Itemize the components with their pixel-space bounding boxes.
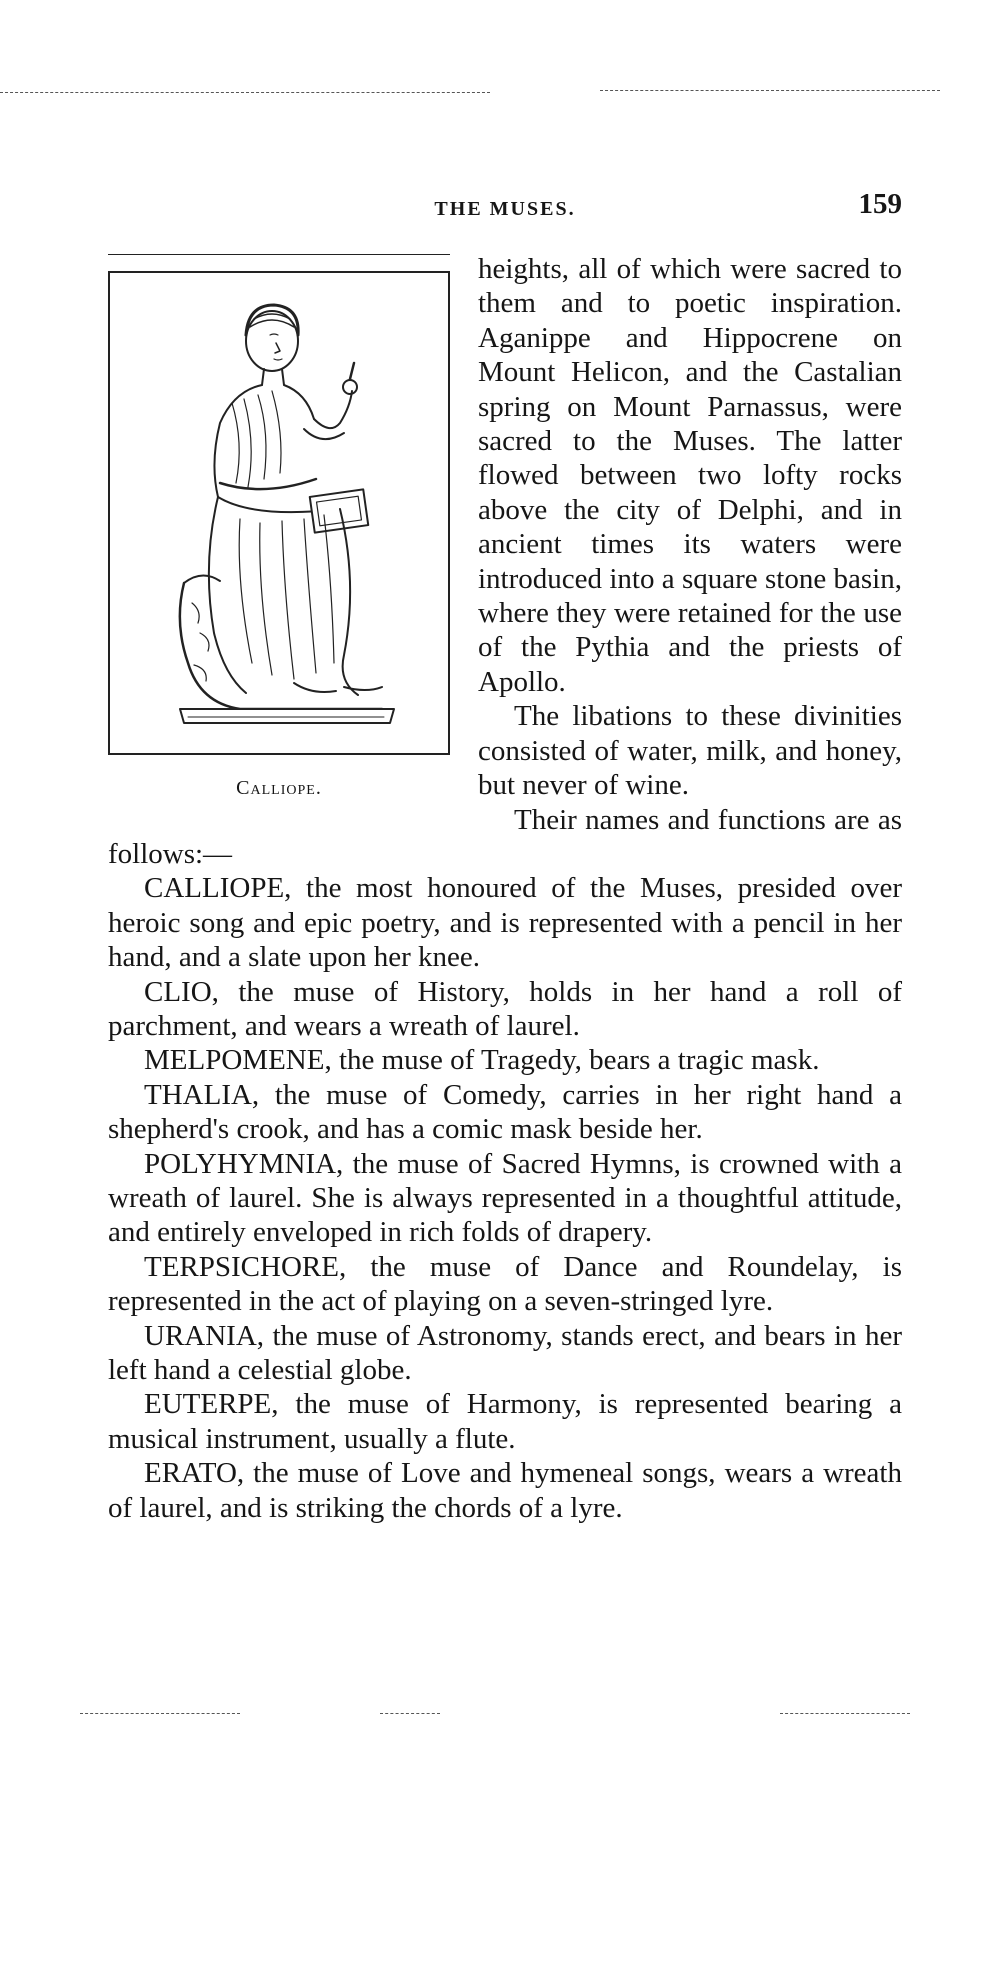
- paragraph-terpsichore: TERPSICHORE, the muse of Dance and Roundelay, is represented in the act of playing on a seven-stringed lyre.: [108, 1250, 902, 1318]
- calliope-illustration: [144, 283, 414, 743]
- figure-top-rule: [108, 254, 450, 255]
- body-text: [108, 252, 902, 1525]
- figure-caption: Calliope.: [236, 777, 322, 799]
- paragraph-melpomene: MELPOMENE, the muse of Tragedy, bears a tragic mask.: [144, 1044, 820, 1077]
- paragraph-thalia: THALIA, the muse of Comedy, carries in her right hand a shepherd's crook, and has a comic mask beside her.: [108, 1078, 902, 1146]
- paragraph-erato: ERATO, the muse of Love and hymeneal songs, wears a wreath of laurel, and is striking the chords of a lyre.: [108, 1457, 902, 1524]
- scan-artifact-bottom-mid: [380, 1713, 440, 1714]
- figure-calliope: [108, 254, 450, 805]
- paragraph-polyhymnia: POLYHYMNIA, the muse of Sacred Hymns, is crowned with a wreath of laurel. She is always represented in a thoughtful attitude, and entirely enveloped in rich folds of drapery.: [108, 1147, 902, 1249]
- scan-artifact-bottom-right: [780, 1713, 910, 1714]
- page-number: 159: [858, 188, 902, 220]
- paragraph-urania: URANIA, the muse of Astronomy, stands erect, and bears in her left hand a celestial globe.: [108, 1319, 902, 1386]
- paragraph-sacred-springs-text: heights, all of which were sacred to them and to poetic inspiration. Aganippe and Hippocrene on Mount Helicon, and the Castalian spring on Mount Parnassus, were sacred to the Muses. The latter flowed between two lofty rocks above the city of Delphi, and in ancient times its waters were introduced into a square stone basin, where they were retained for the use of the Pythia and the priests of Apollo.: [478, 253, 902, 698]
- paragraph-names-intro: Their names and functions are as follows:—: [108, 803, 902, 870]
- paragraph-libations: The libations to these divinities consisted of water, milk, and honey, but never of wine.: [478, 700, 902, 802]
- paragraph-euterpe: EUTERPE, the muse of Harmony, is represented bearing a musical instrument, usually a flute.: [108, 1388, 902, 1455]
- paragraph-calliope: CALLIOPE, the most honoured of the Muses, presided over heroic song and epic poetry, and is represented with a pencil in her hand, and a slate upon her knee.: [108, 872, 902, 974]
- scan-artifact-bottom-left: [80, 1713, 240, 1714]
- figure-frame: [108, 271, 450, 755]
- scan-artifact-top-right: [600, 90, 940, 91]
- scan-artifact-top-left: [0, 92, 490, 93]
- page-header: [108, 188, 902, 228]
- running-head: THE MUSES.: [434, 198, 576, 220]
- paragraph-clio: CLIO, the muse of History, holds in her hand a roll of parchment, and wears a wreath of laurel.: [108, 975, 902, 1042]
